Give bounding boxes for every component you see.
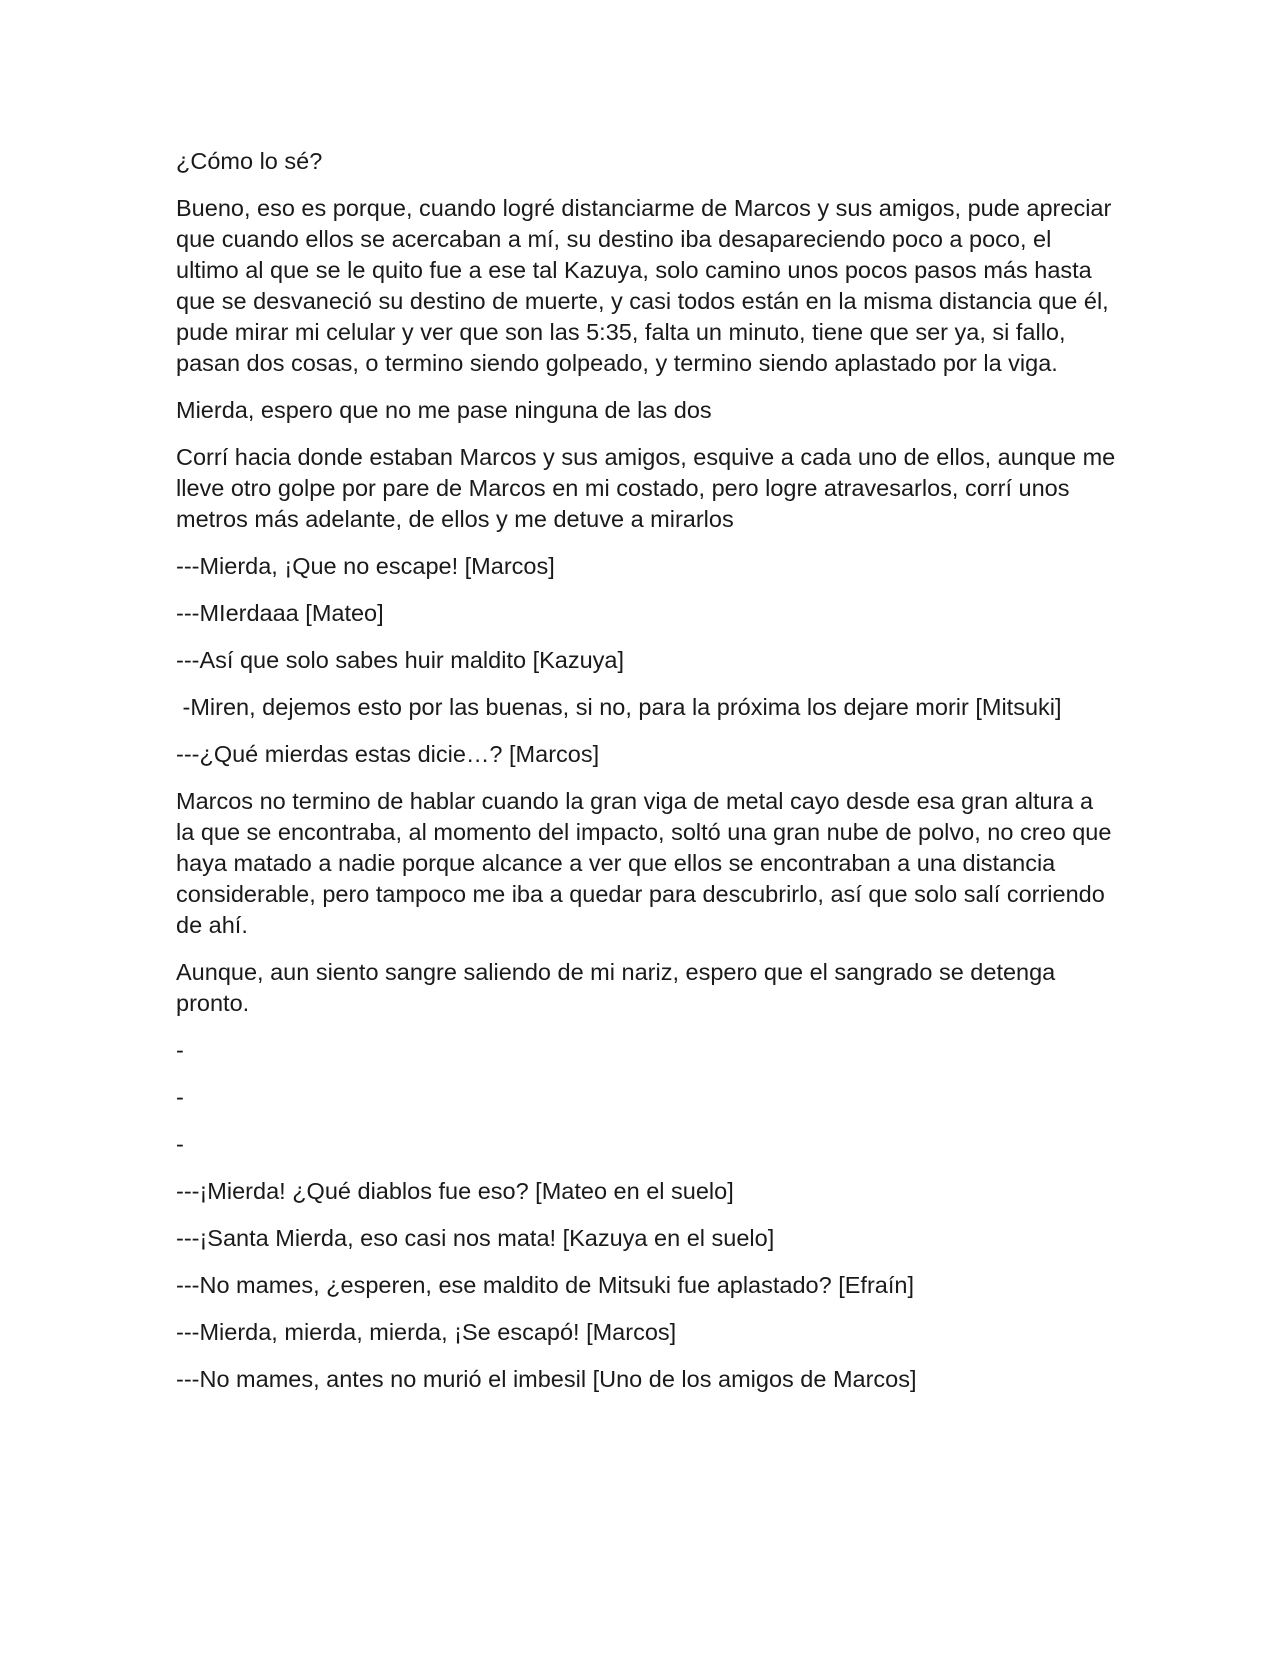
paragraph: Bueno, eso es porque, cuando logré distanciarme de Marcos y sus amigos, pude apreciar que cuando ellos se acercaban a mí, su destino iba desapareciendo poco a poco, el ultimo al que se le quito fue a ese tal Kazuya, solo camino unos pocos pasos más hasta que se desvaneció su destino de muerte, y casi todos están en la misma distancia que él, pude mirar mi celular y ver que son las 5:35, falta un minuto, tiene que ser ya, si fallo, pasan dos cosas, o termino siendo golpeado, y termino siendo aplastado por la viga.	[176, 195, 1112, 376]
dialogue-line: ---MIerdaaa [Mateo]	[176, 600, 384, 626]
scene-break-dash: -	[176, 1084, 184, 1110]
dialogue-line: ---¡Santa Mierda, eso casi nos mata! [Kazuya en el suelo]	[176, 1225, 775, 1251]
dialogue-line: ---¡Mierda! ¿Qué diablos fue eso? [Mateo en el suelo]	[176, 1178, 734, 1204]
scene-break-dash: -	[176, 1131, 184, 1157]
dialogue-line: ---¿Qué mierdas estas dicie…? [Marcos]	[176, 741, 600, 767]
paragraph: Marcos no termino de hablar cuando la gran viga de metal cayo desde esa gran altura a la que se encontraba, al momento del impacto, soltó una gran nube de polvo, no creo que haya matado a nadie porque alcance a ver que ellos se encontraban a una distancia considerable, pero tampoco me iba a quedar para descubrirlo, así que solo salí corriendo de ahí.	[176, 788, 1112, 938]
paragraph: Corrí hacia donde estaban Marcos y sus amigos, esquive a cada uno de ellos, aunque me lleve otro golpe por pare de Marcos en mi costado, pero logre atravesarlos, corrí unos metros más adelante, de ellos y me detuve a mirarlos	[176, 444, 1116, 532]
document-body	[176, 146, 1116, 1411]
paragraph: ¿Cómo lo sé?	[176, 148, 323, 174]
paragraph: Mierda, espero que no me pase ninguna de las dos	[176, 397, 712, 423]
dialogue-line: ---Así que solo sabes huir maldito [Kazuya]	[176, 647, 625, 673]
scene-break-dash: -	[176, 1037, 184, 1063]
dialogue-line: ---Mierda, mierda, mierda, ¡Se escapó! [Marcos]	[176, 1319, 677, 1345]
dialogue-line: ---No mames, antes no murió el imbesil [Uno de los amigos de Marcos]	[176, 1366, 917, 1392]
dialogue-line: ---Mierda, ¡Que no escape! [Marcos]	[176, 553, 555, 579]
paragraph: Aunque, aun siento sangre saliendo de mi nariz, espero que el sangrado se detenga pronto.	[176, 959, 1056, 1016]
dialogue-line: -Miren, dejemos esto por las buenas, si no, para la próxima los dejare morir [Mitsuki]	[176, 694, 1062, 720]
dialogue-line: ---No mames, ¿esperen, ese maldito de Mitsuki fue aplastado? [Efraín]	[176, 1272, 914, 1298]
